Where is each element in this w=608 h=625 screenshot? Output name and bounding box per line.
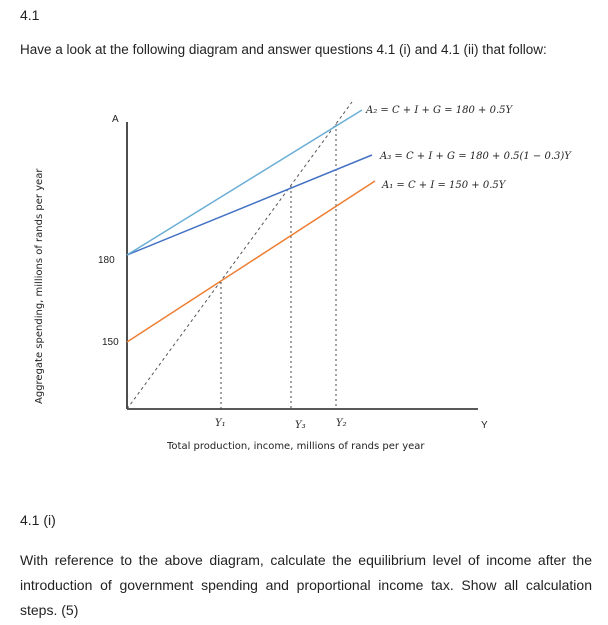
x-tick-y3: Y₃ (295, 420, 306, 431)
a2-line (127, 110, 362, 255)
part-i-text: With reference to the above diagram, calculate the equilibrium level of income after the introduction of government spending and proportional income tax. Show all calculation steps. (5) (20, 552, 592, 618)
a2-equation: A₂ = C + I + G = 180 + 0.5Y (366, 105, 513, 116)
question-number: 4.1 (20, 7, 40, 23)
y-tick-150: 150 (102, 337, 119, 348)
x-tick-y2: Y₂ (336, 418, 347, 429)
a1-equation: A₁ = C + I = 150 + 0.5Y (382, 180, 506, 191)
y-tick-180: 180 (98, 255, 115, 266)
45-degree-line (127, 102, 352, 409)
a3-equation: A₃ = C + I + G = 180 + 0.5(1 − 0.3)Y (380, 151, 571, 162)
question-intro: Have a look at the following diagram and answer questions 4.1 (i) and 4.1 (ii) that follow: (20, 42, 547, 57)
y-axis-top-label: A (112, 114, 119, 125)
y-axis-title: Aggregate spending, millions of rands per year (34, 168, 45, 404)
x-axis-end-label: Y (481, 420, 488, 431)
x-axis-title: Total production, income, millions of rands per year (167, 441, 425, 452)
a3-line (127, 155, 372, 255)
part-i-label: 4.1 (i) (20, 512, 56, 528)
x-tick-y1: Y₁ (215, 418, 226, 429)
